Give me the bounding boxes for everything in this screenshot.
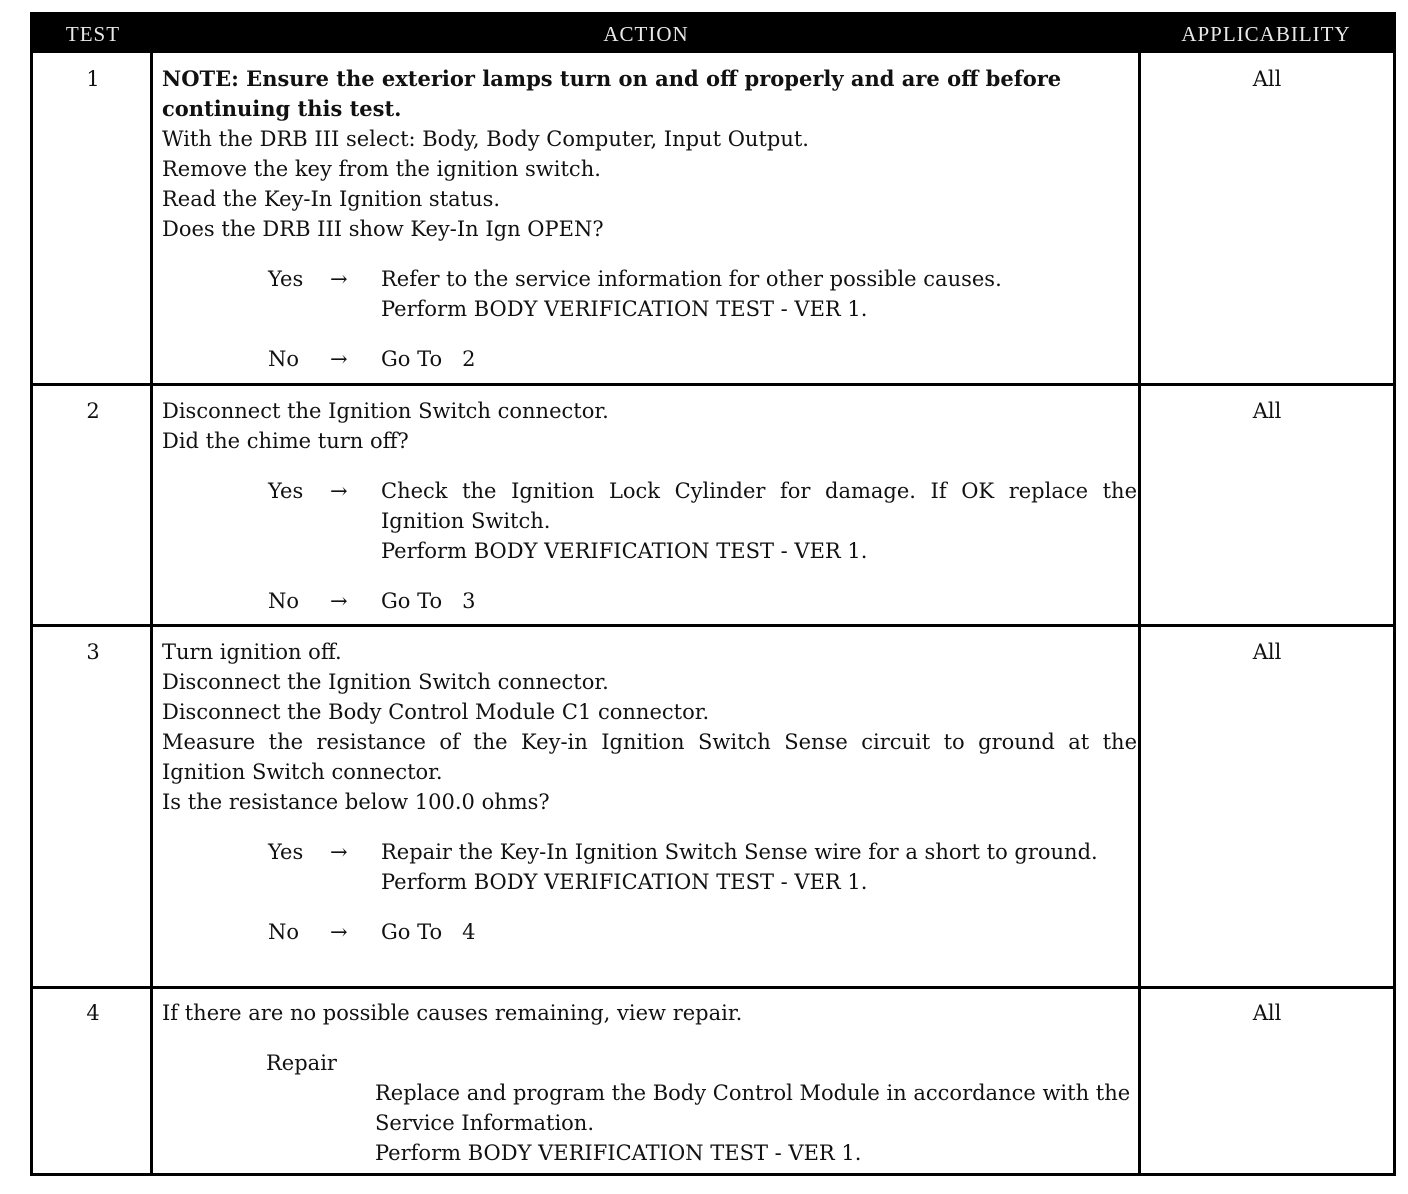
test-number: 1: [86, 67, 100, 91]
step-text: Measure the resistance of the Key-in Ignition Switch Sense circuit to ground at the Ignition Switch connector.: [162, 730, 1137, 784]
step-text: Turn ignition off.: [162, 640, 342, 664]
column-header-action: ACTION: [153, 15, 1139, 53]
step-text: Is the resistance below 100.0 ohms?: [162, 790, 550, 814]
yes-label: Yes: [268, 479, 304, 503]
no-text: Go To 4: [381, 920, 476, 944]
no-text: Go To 3: [381, 589, 476, 613]
arrow-icon: →: [330, 840, 348, 864]
repair-label: Repair: [266, 1051, 337, 1075]
arrow-icon: →: [330, 479, 348, 503]
repair-text: [375, 1078, 1137, 1168]
applicability-value: All: [1252, 1001, 1282, 1025]
action-cell: [162, 396, 1137, 616]
yes-label: Yes: [268, 840, 304, 864]
no-branch: [162, 586, 1137, 616]
action-cell: [162, 64, 1137, 374]
arrow-icon: →: [330, 589, 348, 613]
step-text: Did the chime turn off?: [162, 429, 409, 453]
step-text: With the DRB III select: Body, Body Computer, Input Output.: [162, 127, 809, 151]
yes-text: Refer to the service information for other possible causes.: [381, 267, 1002, 291]
yes-text: Perform BODY VERIFICATION TEST - VER 1.: [381, 297, 868, 321]
applicability-value: All: [1252, 399, 1282, 423]
yes-branch: [162, 264, 1137, 324]
column-header-test: TEST: [33, 15, 153, 53]
test-number: 2: [86, 399, 100, 423]
arrow-icon: →: [330, 347, 348, 371]
yes-branch: [162, 476, 1137, 566]
yes-text: Perform BODY VERIFICATION TEST - VER 1.: [381, 539, 868, 563]
yes-branch: [162, 837, 1137, 897]
yes-text: Perform BODY VERIFICATION TEST - VER 1.: [381, 870, 868, 894]
test-number: 4: [86, 1001, 100, 1025]
step-text: Disconnect the Body Control Module C1 connector.: [162, 700, 710, 724]
step-text: Read the Key-In Ignition status.: [162, 187, 501, 211]
no-branch: [162, 917, 1137, 947]
row-divider: [33, 986, 1393, 989]
row-divider: [33, 383, 1393, 386]
yes-label: Yes: [268, 267, 304, 291]
test-procedure-table: [30, 12, 1396, 1176]
action-cell: [162, 998, 1137, 1168]
row-divider: [33, 624, 1393, 627]
arrow-icon: →: [330, 920, 348, 944]
repair-step: Replace and program the Body Control Module in accordance with the Service Information.: [375, 1081, 1131, 1135]
step-text: Disconnect the Ignition Switch connector.: [162, 670, 609, 694]
arrow-icon: →: [330, 267, 348, 291]
step-text: If there are no possible causes remaining, view repair.: [162, 1001, 743, 1025]
yes-text: Check the Ignition Lock Cylinder for damage. If OK replace the Ignition Switch.: [381, 479, 1137, 533]
applicability-value: All: [1252, 640, 1282, 664]
no-branch: [162, 344, 1137, 374]
step-text: Disconnect the Ignition Switch connector.: [162, 399, 609, 423]
no-label: No: [268, 920, 300, 944]
column-header-applicability: APPLICABILITY: [1139, 15, 1393, 53]
step-text: Remove the key from the ignition switch.: [162, 157, 601, 181]
applicability-value: All: [1252, 67, 1282, 91]
repair-step: Perform BODY VERIFICATION TEST - VER 1.: [375, 1141, 862, 1165]
no-label: No: [268, 347, 300, 371]
test-number: 3: [86, 640, 100, 664]
no-text: Go To 2: [381, 347, 476, 371]
step-text: Does the DRB III show Key-In Ign OPEN?: [162, 217, 604, 241]
note-text: NOTE: Ensure the exterior lamps turn on and off properly and are off before continuing this test.: [162, 66, 1062, 121]
no-label: No: [268, 589, 300, 613]
action-cell: [162, 637, 1137, 947]
yes-text: Repair the Key-In Ignition Switch Sense wire for a short to ground.: [381, 840, 1098, 864]
